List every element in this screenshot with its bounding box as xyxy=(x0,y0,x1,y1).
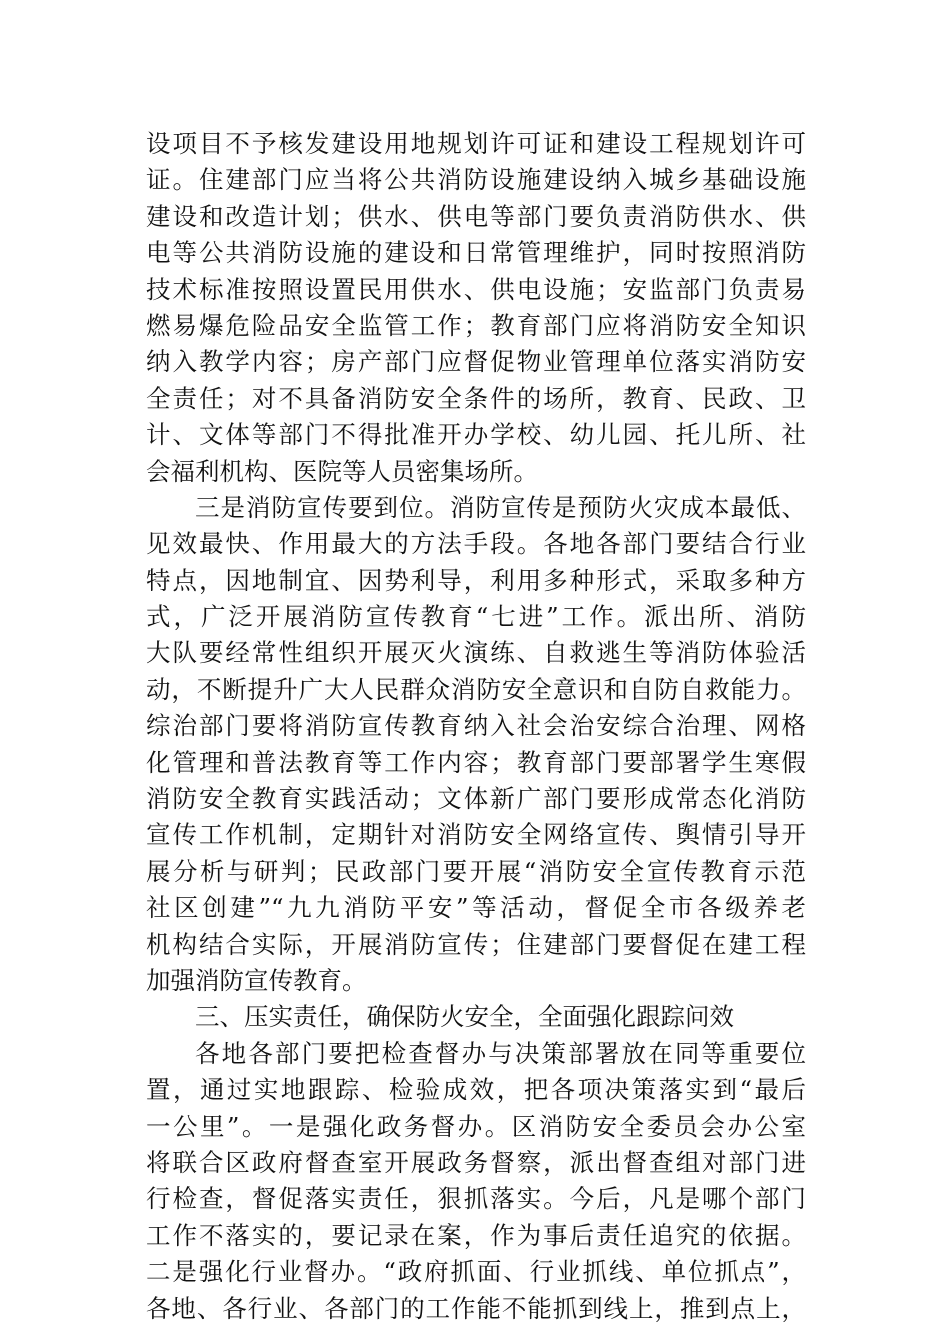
text-line: 综治部门要将消防宣传教育纳入社会治安综合治理、网格 xyxy=(146,711,806,741)
text-line: 动，不断提升广大人民群众消防安全意识和自防自救能力。 xyxy=(146,674,806,704)
document-body-text xyxy=(146,126,806,1327)
text-line: 加强消防宣传教育。 xyxy=(146,965,367,995)
text-line: 技术标准按照设置民用供水、供电设施；安监部门负责易 xyxy=(146,274,806,304)
text-line: 纳入教学内容；房产部门应督促物业管理单位落实消防安 xyxy=(146,347,806,377)
text-line: 大队要经常性组织开展灭火演练、自救逃生等消防体验活 xyxy=(146,638,806,668)
text-line: 三、压实责任，确保防火安全，全面强化跟踪问效 xyxy=(195,1002,734,1032)
text-line: 各地、各行业、各部门的工作能不能抓到线上，推到点上， xyxy=(146,1293,806,1323)
text-line: 一公里”。一是强化政务督办。区消防安全委员会办公室 xyxy=(146,1111,806,1141)
text-line: 建设和改造计划；供水、供电等部门要负责消防供水、供 xyxy=(146,201,806,231)
text-line: 式，广泛开展消防宣传教育“七进”工作。派出所、消防 xyxy=(146,602,806,632)
text-line: 二是强化行业督办。“政府抓面、行业抓线、单位抓点”， xyxy=(146,1257,806,1287)
text-line: 证。住建部门应当将公共消防设施建设纳入城乡基础设施 xyxy=(146,165,806,195)
text-line: 消防安全教育实践活动；文体新广部门要形成常态化消防 xyxy=(146,784,806,814)
text-line: 燃易爆危险品安全监管工作；教育部门应将消防安全知识 xyxy=(146,310,806,340)
text-line: 全责任；对不具备消防安全条件的场所，教育、民政、卫 xyxy=(146,383,806,413)
text-line: 电等公共消防设施的建设和日常管理维护，同时按照消防 xyxy=(146,238,806,268)
text-line: 各地各部门要把检查督办与决策部署放在同等重要位 xyxy=(195,1038,806,1068)
text-line: 见效最快、作用最大的方法手段。各地各部门要结合行业 xyxy=(146,529,806,559)
text-line: 置，通过实地跟踪、检验成效，把各项决策落实到“最后 xyxy=(146,1075,806,1105)
text-line: 机构结合实际，开展消防宣传；住建部门要督促在建工程 xyxy=(146,929,806,959)
text-line: 将联合区政府督查室开展政务督察，派出督查组对部门进 xyxy=(146,1147,806,1177)
text-line: 特点，因地制宜、因势利导，利用多种形式，采取多种方 xyxy=(146,565,806,595)
text-line: 展分析与研判；民政部门要开展“消防安全宣传教育示范 xyxy=(146,856,806,886)
text-line: 社区创建”“九九消防平安”等活动，督促全市各级养老 xyxy=(146,893,806,923)
text-line: 会福利机构、医院等人员密集场所。 xyxy=(146,456,538,486)
text-line: 工作不落实的，要记录在案，作为事后责任追究的依据。 xyxy=(146,1220,806,1250)
text-line: 计、文体等部门不得批准开办学校、幼儿园、托儿所、社 xyxy=(146,420,806,450)
text-line: 三是消防宣传要到位。消防宣传是预防火灾成本最低、 xyxy=(195,492,806,522)
text-line: 行检查，督促落实责任，狠抓落实。今后，凡是哪个部门 xyxy=(146,1184,806,1214)
text-line: 宣传工作机制，定期针对消防安全网络宣传、舆情引导开 xyxy=(146,820,806,850)
text-line: 设项目不予核发建设用地规划许可证和建设工程规划许可 xyxy=(146,129,806,158)
text-line: 化管理和普法教育等工作内容；教育部门要部署学生寒假 xyxy=(146,747,806,777)
